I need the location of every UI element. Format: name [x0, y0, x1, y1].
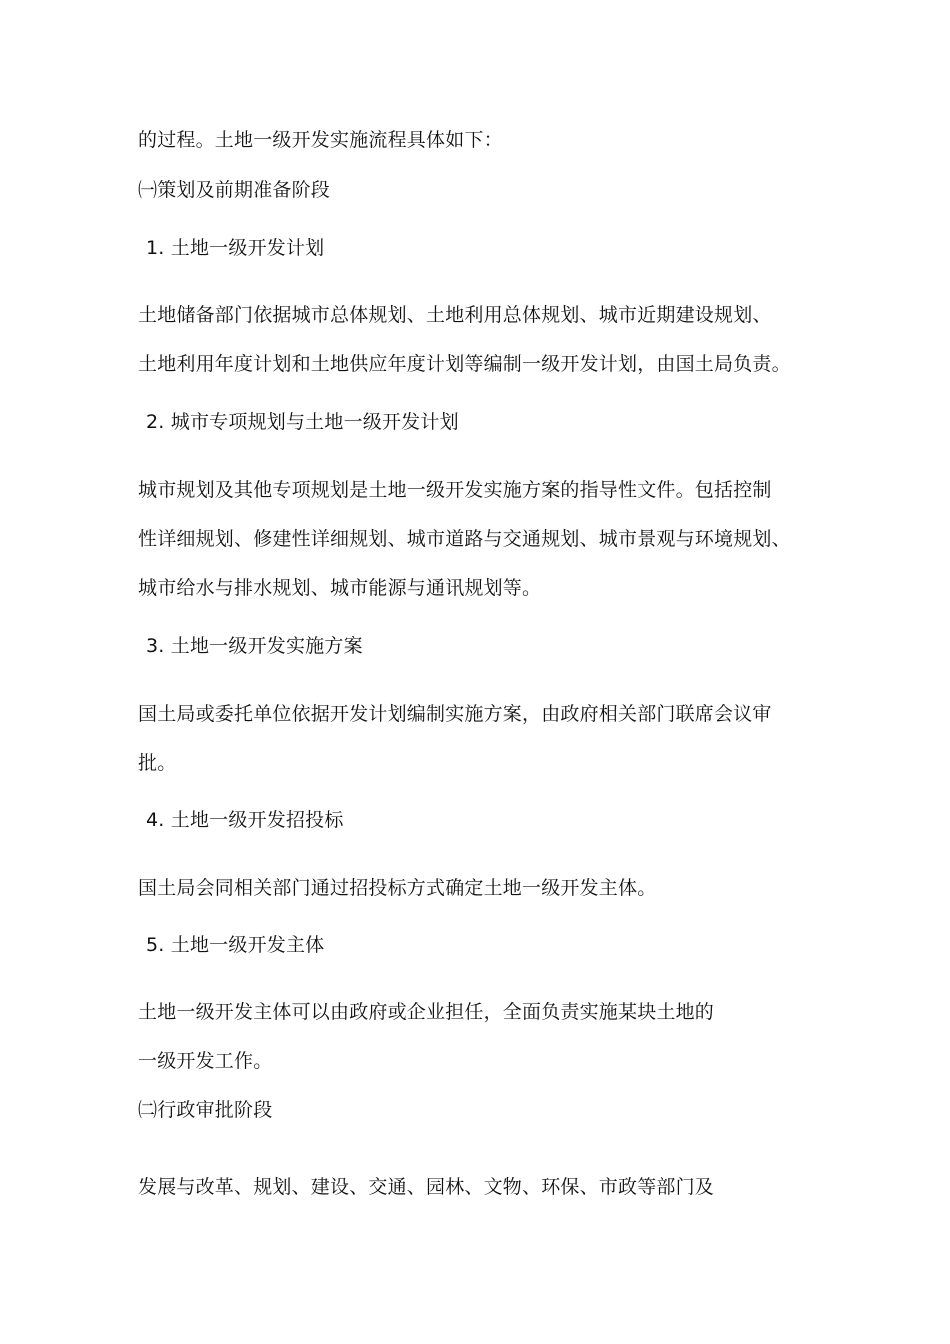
paragraph-line: 发展与改革、规划、建设、交通、园林、文物、环保、市政等部门及 — [138, 1176, 715, 1198]
item-heading-5: 5. 土地一级开发主体 — [146, 934, 325, 956]
paragraph-line: 国土局会同相关部门通过招投标方式确定土地一级开发主体。 — [138, 877, 657, 899]
paragraph-line: 一级开发工作。 — [138, 1050, 273, 1072]
paragraph-line: 城市规划及其他专项规划是土地一级开发实施方案的指导性文件。包括控制 — [138, 479, 772, 501]
paragraph-line: 批。 — [138, 752, 177, 774]
paragraph-line: 城市给水与排水规划、城市能源与通讯规划等。 — [138, 577, 542, 599]
paragraph-line: 性详细规划、修建性详细规划、城市道路与交通规划、城市景观与环境规划、 — [138, 528, 791, 550]
section-heading-1: ㈠策划及前期准备阶段 — [138, 179, 331, 201]
item-heading-1: 1. 土地一级开发计划 — [146, 237, 325, 259]
paragraph-intro-line: 的过程。土地一级开发实施流程具体如下： — [138, 129, 503, 151]
item-heading-3: 3. 土地一级开发实施方案 — [146, 635, 363, 657]
paragraph-line: 土地一级开发主体可以由政府或企业担任，全面负责实施某块土地的 — [138, 1001, 715, 1023]
paragraph-line: 土地储备部门依据城市总体规划、土地利用总体规划、城市近期建设规划、 — [138, 304, 772, 326]
paragraph-line: 土地利用年度计划和土地供应年度计划等编制一级开发计划，由国土局负责。 — [138, 353, 791, 375]
paragraph-line: 国土局或委托单位依据开发计划编制实施方案，由政府相关部门联席会议审 — [138, 703, 772, 725]
item-heading-2: 2. 城市专项规划与土地一级开发计划 — [146, 411, 459, 433]
section-heading-2: ㈡行政审批阶段 — [138, 1099, 273, 1121]
item-heading-4: 4. 土地一级开发招投标 — [146, 809, 344, 831]
